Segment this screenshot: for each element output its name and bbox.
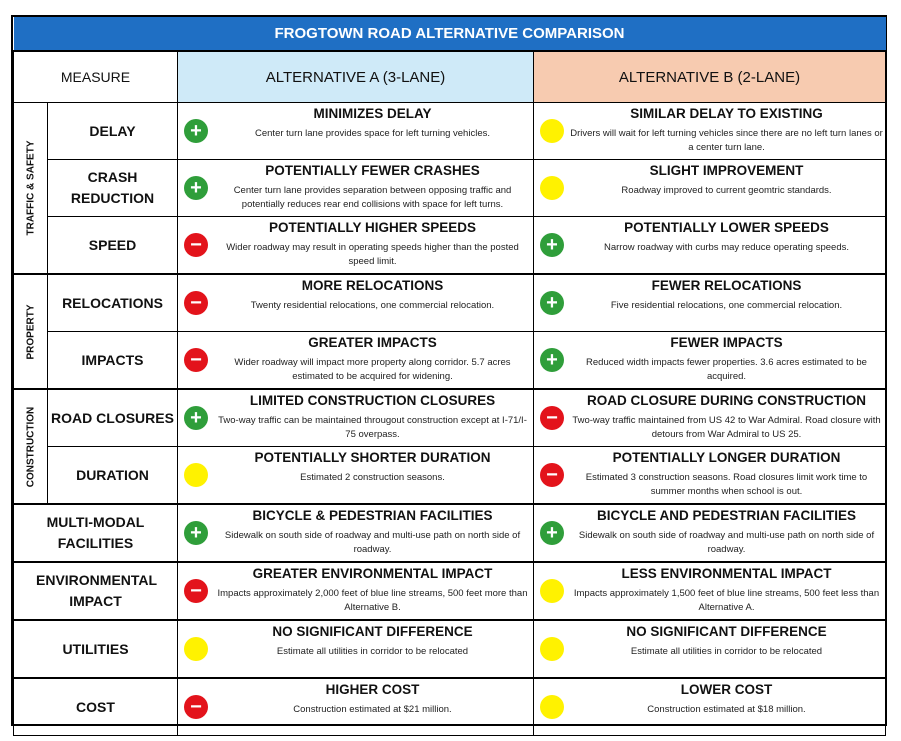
alternative-b-description: Five residential relocations, one commercial relocation. bbox=[610, 300, 843, 311]
category-construction bbox=[14, 389, 48, 504]
alternative-b-title: POTENTIALLY LONGER DURATION bbox=[612, 450, 841, 465]
alternative-b-description: Drivers will wait for left turning vehicles since there are no left turn lanes or a center turn lane. bbox=[570, 128, 883, 153]
plus-icon: + bbox=[540, 233, 564, 257]
alternative-a-cell bbox=[178, 678, 534, 736]
alternative-b-title: NO SIGNIFICANT DIFFERENCE bbox=[626, 624, 827, 639]
alternative-b-description: Estimate all utilities in corridor to be relocated bbox=[630, 646, 823, 657]
alternative-a-title: GREATER ENVIRONMENTAL IMPACT bbox=[252, 566, 493, 581]
alternative-b-description: Narrow roadway with curbs may reduce operating speeds. bbox=[603, 242, 849, 253]
category-label: CONSTRUCTION bbox=[25, 406, 36, 487]
alternative-b-title: FEWER RELOCATIONS bbox=[651, 278, 802, 293]
alternative-a-title: POTENTIALLY HIGHER SPEEDS bbox=[268, 220, 477, 235]
measure-label: DELAY bbox=[48, 103, 178, 160]
alternative-a-title: POTENTIALLY FEWER CRASHES bbox=[265, 163, 480, 178]
plus-icon: + bbox=[540, 521, 564, 545]
alternative-a-cell bbox=[178, 504, 534, 562]
alternative-b-title: POTENTIALLY LOWER SPEEDS bbox=[624, 220, 829, 235]
measure-label: ENVIRONMENTAL IMPACT bbox=[14, 562, 178, 620]
measure-label: ROAD CLOSURES bbox=[48, 389, 178, 447]
measure-label: SPEED bbox=[48, 217, 178, 275]
alternative-b-cell bbox=[534, 447, 886, 505]
minus-icon: − bbox=[540, 406, 564, 430]
table-row bbox=[14, 103, 886, 160]
minus-icon: − bbox=[184, 291, 208, 315]
alternative-b-description: Two-way traffic maintained from US 42 to War Admiral. Road closure with detours from War Admiral to US 25. bbox=[572, 415, 881, 440]
alternative-a-cell bbox=[178, 103, 534, 160]
category-label: PROPERTY bbox=[25, 303, 36, 360]
table-row bbox=[14, 504, 886, 562]
table-row bbox=[14, 562, 886, 620]
alternative-b-cell bbox=[534, 217, 886, 275]
alternative-b-title: LESS ENVIRONMENTAL IMPACT bbox=[621, 566, 832, 581]
plus-icon: + bbox=[184, 406, 208, 430]
alternative-b-description: Reduced width impacts fewer properties. 3.6 acres estimated to be acquired. bbox=[586, 357, 867, 382]
alternative-b-cell bbox=[534, 620, 886, 678]
alternative-a-cell bbox=[178, 332, 534, 390]
table-row bbox=[14, 620, 886, 678]
table-row bbox=[14, 160, 886, 217]
comparison-table bbox=[13, 17, 886, 736]
alternative-a-title: MINIMIZES DELAY bbox=[313, 106, 432, 121]
measure-label: CRASH REDUCTION bbox=[48, 160, 178, 217]
plus-icon: + bbox=[184, 119, 208, 143]
alternative-a-title: BICYCLE & PEDESTRIAN FACILITIES bbox=[252, 508, 493, 523]
header-alternative-b: ALTERNATIVE B (2-LANE) bbox=[534, 51, 886, 103]
measure-label: UTILITIES bbox=[14, 620, 178, 678]
alternative-a-description: Sidewalk on south side of roadway and multi-use path on north side of roadway. bbox=[224, 530, 521, 555]
category-property bbox=[14, 274, 48, 389]
alternative-b-cell bbox=[534, 274, 886, 332]
alternative-b-title: ROAD CLOSURE DURING CONSTRUCTION bbox=[587, 393, 866, 408]
table-body bbox=[14, 103, 886, 736]
neutral-icon bbox=[540, 579, 564, 603]
alternative-b-title: BICYCLE AND PEDESTRIAN FACILITIES bbox=[596, 508, 857, 523]
alternative-a-description: Impacts approximately 2,000 feet of blue line streams, 500 feet more than Alternative B. bbox=[217, 588, 528, 613]
alternative-b-description: Construction estimated at $18 million. bbox=[647, 704, 806, 715]
alternative-a-cell bbox=[178, 562, 534, 620]
alternative-b-description: Estimated 3 construction seasons. Road closures limit work time to summer months when school is out. bbox=[585, 472, 868, 497]
plus-icon: + bbox=[184, 176, 208, 200]
alternative-a-title: GREATER IMPACTS bbox=[308, 335, 437, 350]
plus-icon: + bbox=[540, 348, 564, 372]
minus-icon: − bbox=[184, 579, 208, 603]
neutral-icon bbox=[540, 695, 564, 719]
alternative-a-description: Twenty residential relocations, one commercial relocation. bbox=[250, 300, 495, 311]
alternative-a-description: Center turn lane provides separation between opposing traffic and potentially reduces rear end collisions with space for left turns. bbox=[233, 185, 512, 210]
plus-icon: + bbox=[184, 521, 208, 545]
alternative-a-cell bbox=[178, 160, 534, 217]
measure-label: COST bbox=[14, 678, 178, 736]
category-label: TRAFFIC & SAFETY bbox=[25, 140, 36, 236]
table-row bbox=[14, 389, 886, 447]
alternative-b-cell bbox=[534, 332, 886, 390]
table-row bbox=[14, 274, 886, 332]
alternative-a-description: Two-way traffic can be maintained througout construction except at I-71/I-75 overpass. bbox=[218, 415, 527, 440]
table-row bbox=[14, 678, 886, 736]
alternative-a-description: Estimated 2 construction seasons. bbox=[300, 472, 445, 483]
table-row bbox=[14, 447, 886, 505]
alternative-a-cell bbox=[178, 447, 534, 505]
table-row bbox=[14, 332, 886, 390]
neutral-icon bbox=[540, 637, 564, 661]
alternative-b-title: SIMILAR DELAY TO EXISTING bbox=[630, 106, 823, 121]
alternative-a-description: Center turn lane provides space for left turning vehicles. bbox=[255, 128, 490, 139]
table-title: FROGTOWN ROAD ALTERNATIVE COMPARISON bbox=[14, 17, 886, 51]
minus-icon: − bbox=[184, 348, 208, 372]
alternative-b-title: LOWER COST bbox=[680, 682, 773, 697]
minus-icon: − bbox=[184, 233, 208, 257]
category-traffic bbox=[14, 103, 48, 275]
alternative-b-description: Impacts approximately 1,500 feet of blue line streams, 500 feet less than Alternative A. bbox=[573, 588, 880, 613]
neutral-icon bbox=[184, 463, 208, 487]
alternative-b-cell bbox=[534, 562, 886, 620]
alternative-a-title: POTENTIALLY SHORTER DURATION bbox=[254, 450, 491, 465]
alternative-b-description: Sidewalk on south side of roadway and multi-use path on north side of roadway. bbox=[578, 530, 875, 555]
measure-label: MULTI-MODAL FACILITIES bbox=[14, 504, 178, 562]
alternative-a-cell bbox=[178, 217, 534, 275]
alternative-b-cell bbox=[534, 678, 886, 736]
alternative-a-description: Estimate all utilities in corridor to be relocated bbox=[276, 646, 469, 657]
alternative-a-title: NO SIGNIFICANT DIFFERENCE bbox=[272, 624, 473, 639]
alternative-a-title: HIGHER COST bbox=[325, 682, 420, 697]
comparison-table-frame bbox=[11, 15, 887, 726]
minus-icon: − bbox=[540, 463, 564, 487]
alternative-a-description: Construction estimated at $21 million. bbox=[293, 704, 452, 715]
measure-label: DURATION bbox=[48, 447, 178, 505]
alternative-b-title: FEWER IMPACTS bbox=[670, 335, 783, 350]
table-row bbox=[14, 217, 886, 275]
alternative-a-description: Wider roadway may result in operating speeds higher than the posted speed limit. bbox=[226, 242, 519, 267]
alternative-b-cell bbox=[534, 389, 886, 447]
alternative-b-description: Roadway improved to current geomtric standards. bbox=[621, 185, 832, 196]
alternative-b-cell bbox=[534, 504, 886, 562]
plus-icon: + bbox=[540, 291, 564, 315]
neutral-icon bbox=[540, 176, 564, 200]
header-alternative-a: ALTERNATIVE A (3-LANE) bbox=[178, 51, 534, 103]
alternative-a-cell bbox=[178, 620, 534, 678]
alternative-a-title: MORE RELOCATIONS bbox=[301, 278, 444, 293]
alternative-b-title: SLIGHT IMPROVEMENT bbox=[649, 163, 804, 178]
alternative-a-title: LIMITED CONSTRUCTION CLOSURES bbox=[249, 393, 496, 408]
measure-label: RELOCATIONS bbox=[48, 274, 178, 332]
alternative-a-description: Wider roadway will impact more property along corridor. 5.7 acres estimated to be acquired for widening. bbox=[234, 357, 511, 382]
alternative-a-cell bbox=[178, 274, 534, 332]
neutral-icon bbox=[540, 119, 564, 143]
header-measure: MEASURE bbox=[14, 51, 178, 103]
alternative-b-cell bbox=[534, 103, 886, 160]
alternative-b-cell bbox=[534, 160, 886, 217]
alternative-a-cell bbox=[178, 389, 534, 447]
neutral-icon bbox=[184, 637, 208, 661]
minus-icon: − bbox=[184, 695, 208, 719]
measure-label: IMPACTS bbox=[48, 332, 178, 390]
